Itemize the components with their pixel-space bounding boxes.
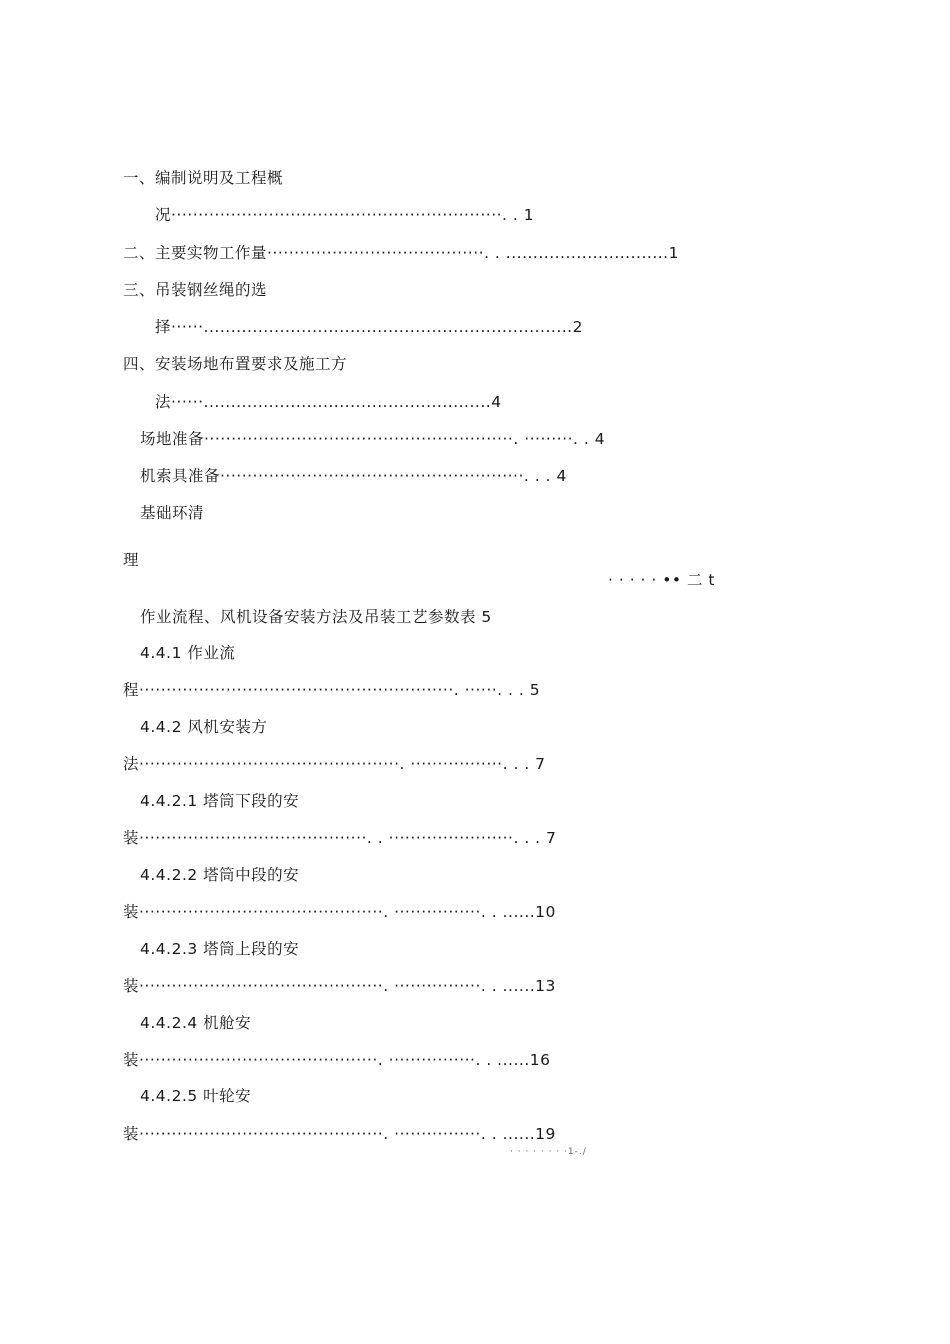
toc-entry-4-title: 四、安装场地布置要求及施工方 bbox=[123, 355, 348, 373]
toc-entry-4-4-2-title: 4.4.2 风机安装方 bbox=[140, 718, 268, 736]
toc-entry-4-4-2-5-title: 4.4.2.5 叶轮安 bbox=[140, 1087, 252, 1105]
toc-entry-foundation-leader: · · · · · •• 二 t bbox=[608, 571, 715, 589]
toc-entry-4-4-2-leader: 法················································. ·················. . . 7 bbox=[123, 755, 546, 773]
toc-entry-foundation-title: 基础环清 bbox=[140, 504, 205, 522]
toc-entry-rigging-prep: 机索具准备························································. . . 4 bbox=[140, 467, 567, 485]
toc-entry-foundation-cont: 理 bbox=[123, 551, 140, 569]
page-footer-marks: · · · · · · · ·1-./ bbox=[510, 1147, 587, 1157]
toc-entry-3-leader: 择······....................................................................2 bbox=[155, 318, 583, 336]
toc-entry-4-4-1-leader: 程··························································. ······. . . 5 bbox=[123, 681, 541, 699]
toc-entry-4-leader: 法······.....................................................4 bbox=[155, 393, 502, 411]
toc-entry-4-4-2-4-leader: 装············································. ················. . ......16 bbox=[123, 1051, 551, 1069]
toc-entry-4-4-2-1-title: 4.4.2.1 塔筒下段的安 bbox=[140, 792, 300, 810]
toc-entry-4-4-2-2-title: 4.4.2.2 塔筒中段的安 bbox=[140, 866, 300, 884]
toc-entry-site-prep: 场地准备·························································. ·········. . 4 bbox=[140, 430, 606, 448]
toc-entry-4-4-2-3-title: 4.4.2.3 塔筒上段的安 bbox=[140, 940, 300, 958]
toc-entry-4-4-2-3-leader: 装·············································. ················. . ......13 bbox=[123, 977, 556, 995]
toc-entry-4-4-2-4-title: 4.4.2.4 机舱安 bbox=[140, 1014, 252, 1032]
toc-entry-4-4-2-2-leader: 装·············································. ················. . ......10 bbox=[123, 903, 556, 921]
toc-entry-1-leader: 况·····························································. . 1 bbox=[155, 206, 535, 224]
toc-entry-4-4-2-5-leader: 装·············································. ················. . ......19 bbox=[123, 1125, 556, 1143]
toc-entry-2: 二、主要实物工作量········································. . ..............................1 bbox=[123, 244, 679, 262]
toc-entry-3-title: 三、吊装钢丝绳的选 bbox=[123, 281, 268, 299]
toc-entry-1-title: 一、编制说明及工程概 bbox=[123, 169, 284, 187]
toc-entry-4-4-2-1-leader: 装··········································. . ·······················. . . 7 bbox=[123, 829, 557, 847]
toc-entry-4-4-1-title: 4.4.1 作业流 bbox=[140, 644, 236, 662]
toc-entry-workflow-params: 作业流程、风机设备安装方法及吊装工艺参数表 5 bbox=[140, 608, 492, 626]
